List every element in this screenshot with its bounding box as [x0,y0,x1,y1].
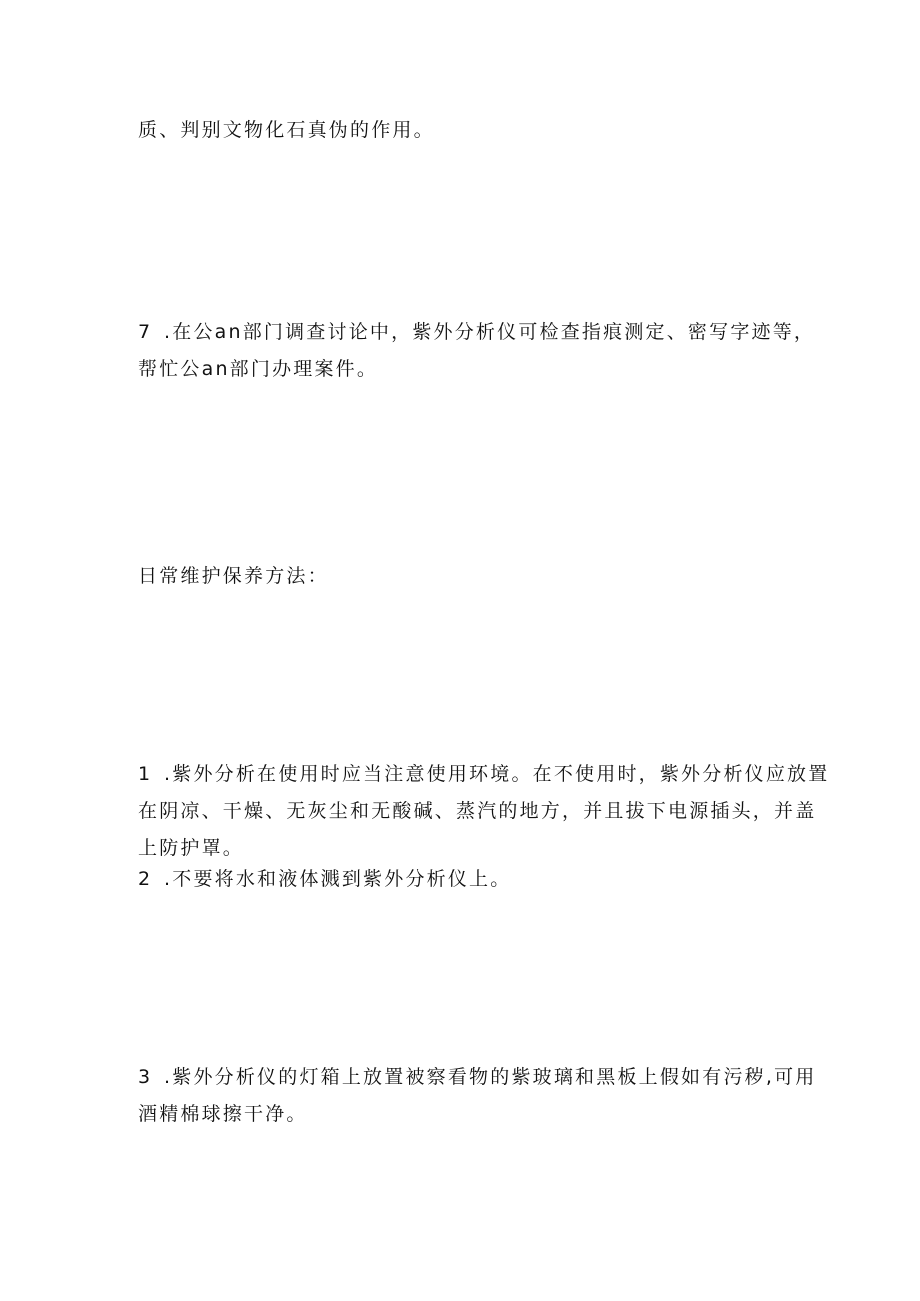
list-item-text: 帮忙公an部门办理案件。 [138,358,379,380]
list-item-text: .不要将水和液体溅到紫外分析仪上。 [164,868,512,890]
list-item-text: .紫外分析仪的灯箱上放置被察看物的紫玻璃和黑板上假如有污秽,可用 [164,1066,817,1088]
section-heading-maintenance [138,563,329,589]
list-item-text: 酒精棉球擦干净。 [138,1103,308,1125]
list-item-3-line-1 [138,1064,816,1090]
list-item-3-line-2 [138,1101,308,1127]
list-number: 1 [138,763,153,785]
list-item-text: 上防护罩。 [138,837,245,859]
heading-text: 日常维护保养方法： [138,565,329,587]
list-item-2-line-1 [138,866,511,892]
list-number: 7 [138,321,153,343]
list-item-text: .在公an部门调查讨论中，紫外分析仪可检查指痕测定、密写字迹等， [164,321,816,343]
list-item-7-line-2 [138,356,378,382]
list-item-7-line-1 [138,319,815,345]
list-item-1-line-1 [138,761,829,787]
list-item-1-line-3 [138,835,244,861]
list-item-text: 在阴凉、干燥、无灰尘和无酸碱、蒸汽的地方，并且拔下电源插头，并盖 [138,800,817,822]
list-item-text: .紫外分析在使用时应当注意使用环境。在不使用时，紫外分析仪应放置 [164,763,830,785]
paragraph-text: 质、判别文物化石真伪的作用。 [138,119,435,141]
list-item-1-line-2 [138,798,816,824]
list-number: 2 [138,868,153,890]
paragraph-intro-tail [138,117,435,143]
list-number: 3 [138,1066,153,1088]
